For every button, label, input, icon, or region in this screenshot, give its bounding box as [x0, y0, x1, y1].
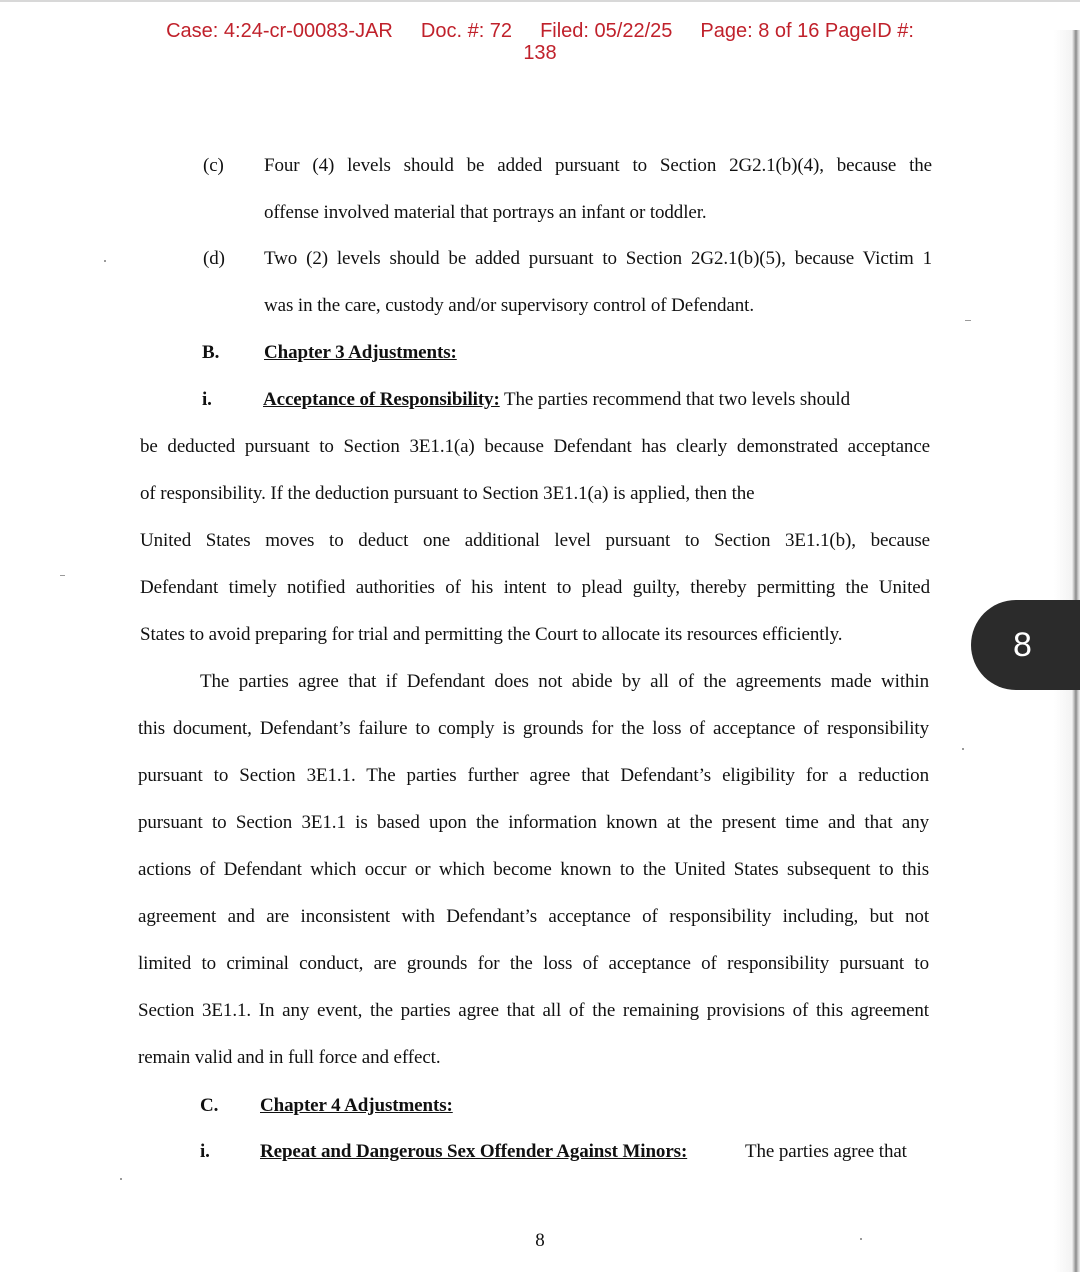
item-c-line1: Four (4) levels should be added pursuant to Section 2G2.1(b)(4), because the — [264, 155, 932, 176]
scan-speck — [965, 320, 971, 321]
footer-page-number: 8 — [535, 1230, 545, 1251]
page-badge-number: 8 — [1013, 625, 1032, 664]
paragraph-line: limited to criminal conduct, are grounds for the loss of acceptance of responsibility pursuant to — [138, 953, 929, 974]
subsection-i-marker: i. — [202, 389, 212, 410]
repeat-offender-rest: The parties agree that — [745, 1141, 907, 1162]
item-d-line2: was in the care, custody and/or supervisory control of Defendant. — [264, 295, 754, 316]
page-info: Page: 8 of 16 PageID #: — [700, 20, 914, 42]
filed-date: Filed: 05/22/25 — [540, 20, 673, 42]
page-id: 138 — [523, 42, 557, 64]
acceptance-line: United States moves to deduct one additional level pursuant to Section 3E1.1(b), because — [140, 530, 930, 551]
paragraph-line: Section 3E1.1. In any event, the parties agree that all of the remaining provisions of this agreement — [138, 1000, 929, 1021]
page-number-badge — [971, 600, 1080, 690]
scan-speck — [860, 1238, 862, 1240]
acceptance-heading: Acceptance of Responsibility: — [263, 389, 500, 410]
top-rule — [0, 0, 1080, 2]
scan-speck — [962, 748, 964, 750]
court-filing-header — [0, 20, 1080, 64]
scan-speck — [120, 1178, 122, 1180]
acceptance-line1-rest: The parties recommend that two levels should — [504, 389, 850, 410]
acceptance-line: be deducted pursuant to Section 3E1.1(a) because Defendant has clearly demonstrated acceptance — [140, 436, 930, 457]
section-b-heading: Chapter 3 Adjustments: — [264, 342, 457, 363]
acceptance-line: Defendant timely notified authorities of his intent to plead guilty, thereby permitting the United — [140, 577, 930, 598]
section-c-heading: Chapter 4 Adjustments: — [260, 1095, 453, 1116]
item-c-marker: (c) — [203, 155, 224, 176]
scan-speck — [60, 575, 65, 576]
acceptance-line: States to avoid preparing for trial and permitting the Court to allocate its resources efficiently. — [140, 624, 843, 645]
paragraph-line: pursuant to Section 3E1.1. The parties further agree that Defendant’s eligibility for a reduction — [138, 765, 929, 786]
paragraph-line: agreement and are inconsistent with Defendant’s acceptance of responsibility including, but not — [138, 906, 929, 927]
scan-speck — [104, 260, 106, 262]
case-number: Case: 4:24-cr-00083-JAR — [166, 20, 393, 42]
paragraph-line: The parties agree that if Defendant does not abide by all of the agreements made within — [200, 671, 929, 692]
paragraph-line: actions of Defendant which occur or which become known to the United States subsequent to this — [138, 859, 929, 880]
subsection-c-i-marker: i. — [200, 1141, 210, 1162]
section-b-marker: B. — [202, 342, 220, 363]
item-d-line1: Two (2) levels should be added pursuant to Section 2G2.1(b)(5), because Victim 1 — [264, 248, 932, 269]
item-d-marker: (d) — [203, 248, 225, 269]
paragraph-line: this document, Defendant’s failure to comply is grounds for the loss of acceptance of responsibility — [138, 718, 929, 739]
doc-number: Doc. #: 72 — [420, 20, 513, 42]
acceptance-lead-line — [263, 388, 850, 412]
paragraph-line: remain valid and in full force and effect. — [138, 1047, 441, 1068]
repeat-offender-heading: Repeat and Dangerous Sex Offender Against Minors: — [260, 1141, 688, 1162]
acceptance-line: of responsibility. If the deduction pursuant to Section 3E1.1(a) is applied, then the — [140, 483, 755, 504]
item-c-line2: offense involved material that portrays an infant or toddler. — [264, 202, 707, 223]
paragraph-line: pursuant to Section 3E1.1 is based upon the information known at the present time and that any — [138, 812, 929, 833]
section-c-marker: C. — [200, 1095, 219, 1116]
